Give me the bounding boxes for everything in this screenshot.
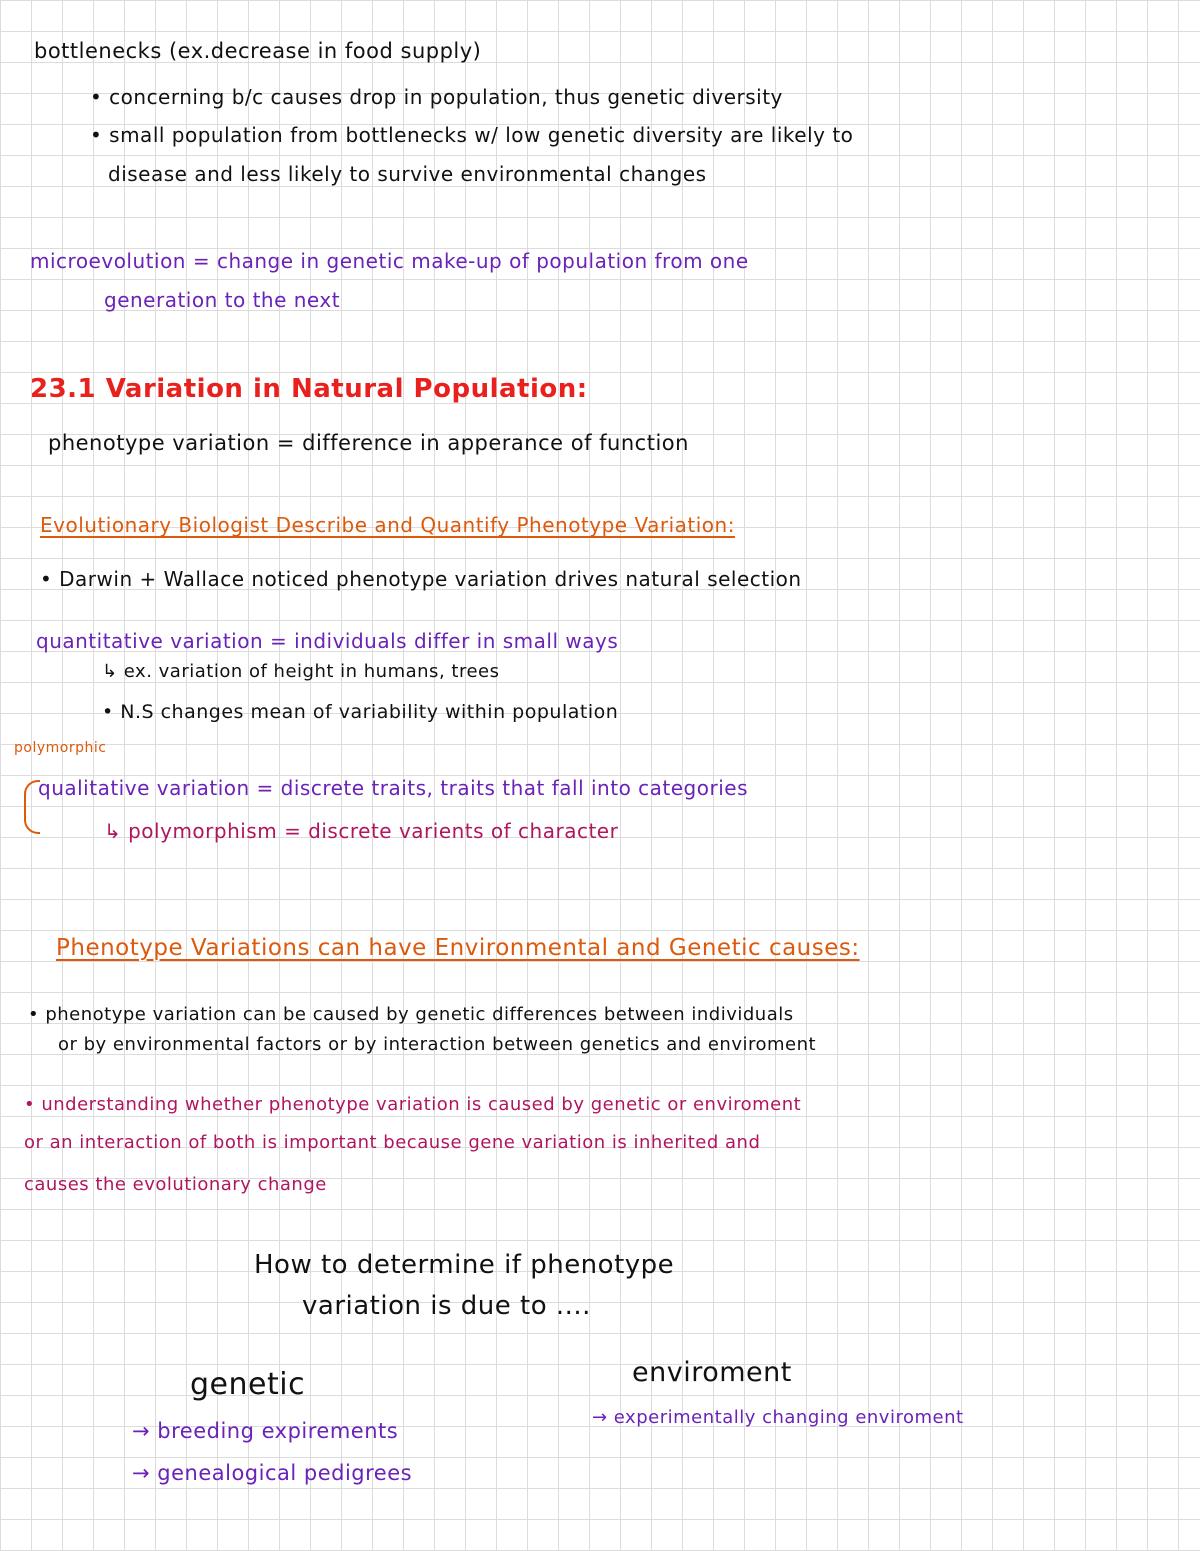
polymorphic-label: polymorphic (14, 740, 107, 756)
quantitative-example: ↳ ex. variation of height in humans, trees (102, 661, 500, 682)
causes-heading: Phenotype Variations can have Environmental and Genetic causes: (56, 935, 860, 961)
environment-heading: enviroment (632, 1357, 792, 1388)
causes-line-2: or by environmental factors or by interaction between genetics and enviroment (58, 1034, 817, 1055)
determine-line-1: How to determine if phenotype (254, 1250, 675, 1280)
qualitative-variation: qualitative variation = discrete traits, traits that fall into categories (38, 776, 748, 800)
bottleneck-bullet-2b: disease and less likely to survive environmental changes (108, 162, 707, 186)
environment-item-experimental: → experimentally changing enviroment (592, 1407, 964, 1428)
understanding-line-2: or an interaction of both is important because gene variation is inherited and (24, 1132, 761, 1153)
section-title: 23.1 Variation in Natural Population: (30, 374, 588, 404)
genetic-item-breeding: → breeding expirements (132, 1419, 399, 1443)
bottleneck-bullet-2a: • small population from bottlenecks w/ low genetic diversity are likely to (90, 123, 854, 147)
microevolution-line-2: generation to the next (104, 288, 341, 312)
bottleneck-heading: bottlenecks (ex.decrease in food supply) (34, 39, 482, 63)
causes-line-1: • phenotype variation can be caused by genetic differences between individuals (28, 1004, 794, 1025)
phenotype-definition: phenotype variation = difference in apperance of function (48, 431, 689, 455)
quantitative-variation: quantitative variation = individuals differ in small ways (36, 629, 619, 653)
natural-selection-note: • N.S changes mean of variability within population (102, 701, 619, 723)
darwin-wallace-note: • Darwin + Wallace noticed phenotype variation drives natural selection (40, 567, 802, 591)
determine-line-2: variation is due to .... (302, 1291, 591, 1321)
microevolution-line-1: microevolution = change in genetic make-up of population from one (30, 249, 749, 273)
genetic-item-pedigrees: → genealogical pedigrees (132, 1461, 413, 1485)
bottleneck-bullet-1: • concerning b/c causes drop in population, thus genetic diversity (90, 85, 783, 109)
genetic-heading: genetic (190, 1367, 306, 1402)
evolutionary-biologist-heading: Evolutionary Biologist Describe and Quantify Phenotype Variation: (40, 513, 735, 537)
polymorphism-note: ↳ polymorphism = discrete varients of character (104, 819, 619, 843)
understanding-line-3: causes the evolutionary change (24, 1174, 327, 1195)
understanding-line-1: • understanding whether phenotype variation is caused by genetic or enviroment (24, 1094, 802, 1115)
